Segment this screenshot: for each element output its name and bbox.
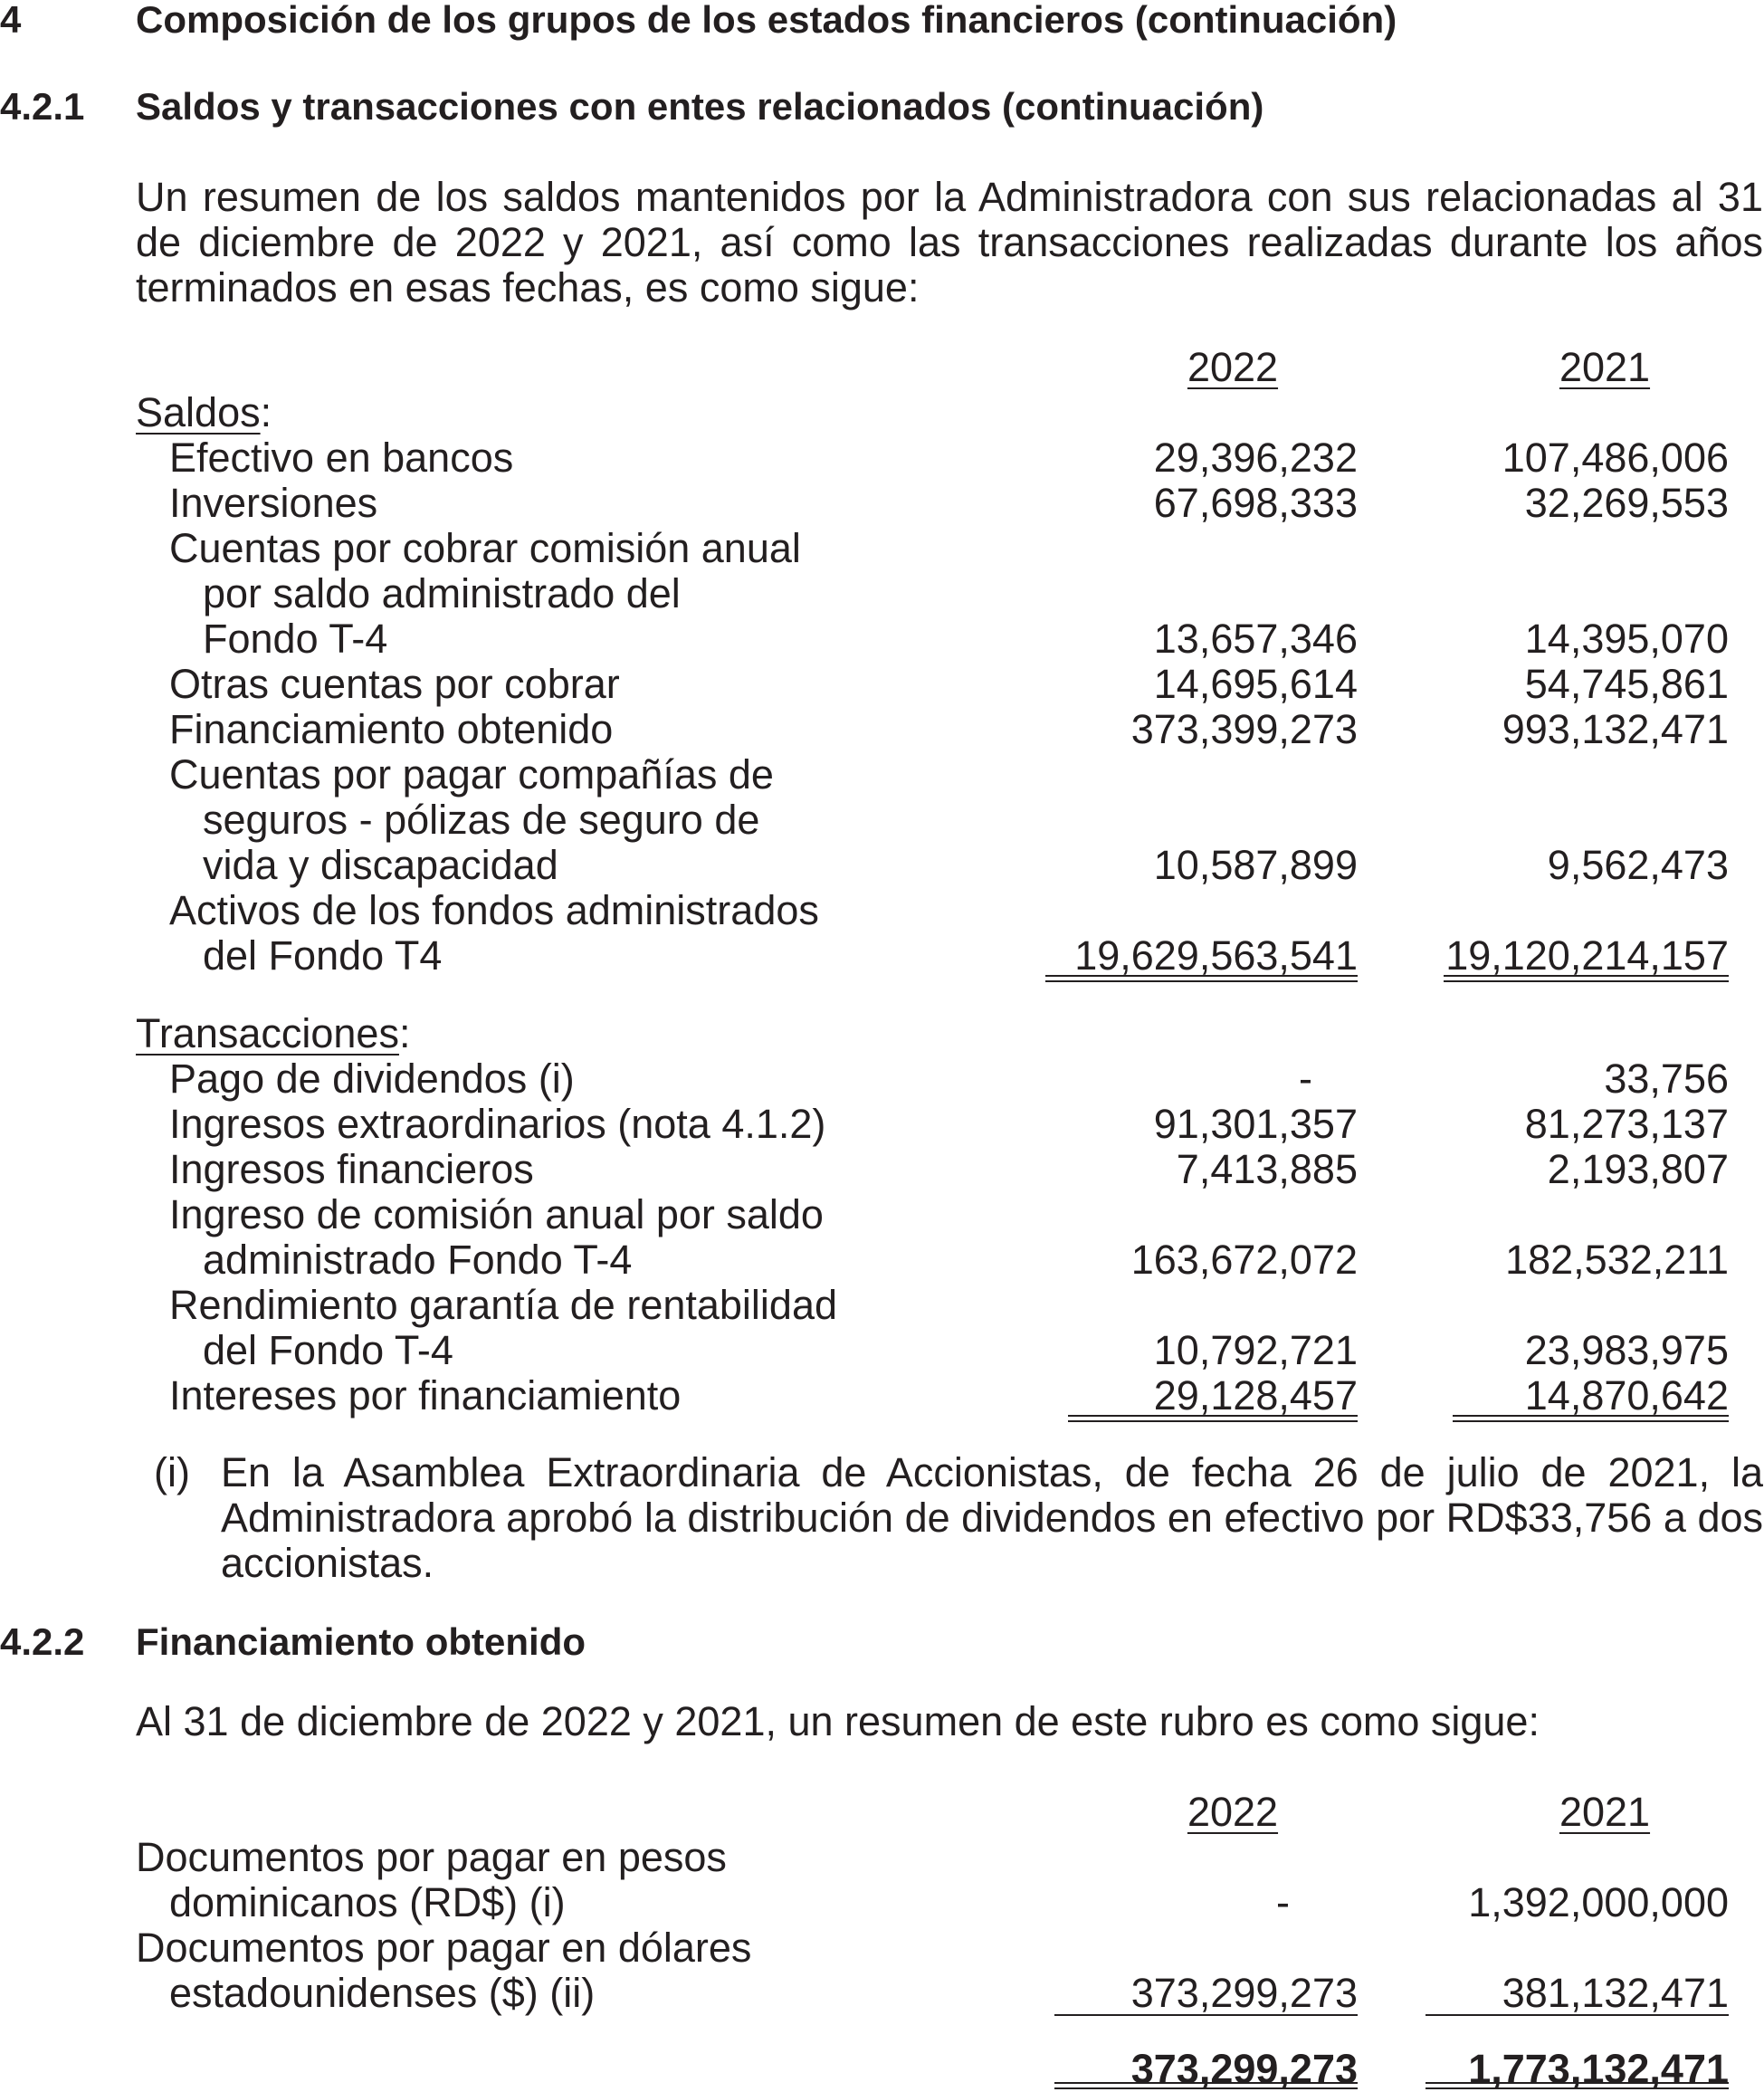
value-2021: 32,269,553 bbox=[1524, 480, 1729, 526]
subsection-title: Saldos y transacciones con entes relacionados (continuación) bbox=[136, 85, 1264, 128]
note-text-line: En la Asamblea Extraordinaria de Accionistas, de fecha 26 de julio de 2021, la bbox=[221, 1449, 1763, 1495]
row-label: Efectivo en bancos bbox=[169, 435, 514, 481]
row-label-continued: del Fondo T4 bbox=[203, 932, 443, 979]
value-2021: 182,532,211 bbox=[1505, 1237, 1729, 1283]
value-2022: 10,587,899 bbox=[1153, 842, 1358, 888]
value-2021: 19,120,214,157 bbox=[1445, 932, 1729, 979]
row-label: Ingresos extraordinarios (nota 4.1.2) bbox=[169, 1101, 826, 1147]
section-title: Composición de los grupos de los estados financieros (continuación) bbox=[136, 0, 1397, 41]
section-number: 4 bbox=[0, 0, 22, 41]
value-2021: 14,395,070 bbox=[1524, 616, 1729, 662]
row-label: Documentos por pagar en dólares bbox=[136, 1925, 752, 1971]
row-label-continued: administrado Fondo T-4 bbox=[203, 1237, 633, 1283]
value-2021: 993,132,471 bbox=[1502, 706, 1729, 752]
value-2022: 29,128,457 bbox=[1153, 1372, 1358, 1419]
value-2021: 81,273,137 bbox=[1524, 1101, 1729, 1147]
value-2022: 163,672,072 bbox=[1130, 1237, 1358, 1283]
value-2021: 1,392,000,000 bbox=[1468, 1879, 1729, 1925]
subsection-number: 4.2.2 bbox=[0, 1620, 85, 1663]
total-2021: 1,773,132,471 bbox=[1468, 2046, 1729, 2092]
double-rule-2021 bbox=[1444, 975, 1729, 982]
row-label: Intereses por financiamiento bbox=[169, 1372, 682, 1419]
value-2021: 14,870,642 bbox=[1524, 1372, 1729, 1419]
double-rule-2022 bbox=[1045, 975, 1358, 982]
row-label: Financiamiento obtenido bbox=[169, 706, 614, 752]
row-label: Cuentas por pagar compañías de bbox=[169, 751, 774, 798]
row-label-continued: por saldo administrado del bbox=[203, 570, 681, 616]
double-rule-2022 bbox=[1054, 2082, 1358, 2089]
value-2022: 19,629,563,541 bbox=[1074, 932, 1358, 979]
row-label: Rendimiento garantía de rentabilidad bbox=[169, 1282, 837, 1328]
row-label-continued: vida y discapacidad bbox=[203, 842, 558, 888]
value-2022: 91,301,357 bbox=[1153, 1101, 1358, 1147]
value-2022: 373,399,273 bbox=[1130, 706, 1358, 752]
saldos-heading: Saldos: bbox=[136, 389, 272, 435]
row-label-continued: dominicanos (RD$) (i) bbox=[169, 1879, 566, 1925]
row-label: Cuentas por cobrar comisión anual bbox=[169, 525, 801, 571]
double-rule-2021 bbox=[1453, 1415, 1729, 1422]
double-rule-2022 bbox=[1068, 1415, 1358, 1422]
subsection-title: Financiamiento obtenido bbox=[136, 1620, 586, 1663]
value-2021: 9,562,473 bbox=[1547, 842, 1729, 888]
value-2022: 14,695,614 bbox=[1153, 661, 1358, 707]
single-rule-2021 bbox=[1426, 2014, 1729, 2016]
value-2021: 33,756 bbox=[1604, 1056, 1729, 1102]
row-label: Documentos por pagar en pesos bbox=[136, 1834, 727, 1880]
note-text-line: accionistas. bbox=[221, 1540, 434, 1586]
row-label: Inversiones bbox=[169, 480, 378, 526]
note-text-line: Administradora aprobó la distribución de dividendos en efectivo por RD$33,756 a dos bbox=[221, 1495, 1763, 1541]
subsection-number: 4.2.1 bbox=[0, 85, 85, 128]
intro-paragraph: Al 31 de diciembre de 2022 y 2021, un resumen de este rubro es como sigue: bbox=[136, 1698, 1540, 1744]
row-label: Otras cuentas por cobrar bbox=[169, 661, 620, 707]
row-label: Ingreso de comisión anual por saldo bbox=[169, 1191, 824, 1237]
row-label-continued: estadounidenses ($) (ii) bbox=[169, 1970, 596, 2016]
total-2022: 373,299,273 bbox=[1130, 2046, 1358, 2092]
row-label-continued: seguros - pólizas de seguro de bbox=[203, 797, 760, 843]
row-label-continued: Fondo T-4 bbox=[203, 616, 388, 662]
double-rule-2021 bbox=[1426, 2082, 1729, 2089]
row-label: Pago de dividendos (i) bbox=[169, 1056, 575, 1102]
value-2021: 107,486,006 bbox=[1502, 435, 1729, 481]
row-label: Ingresos financieros bbox=[169, 1146, 534, 1192]
value-2021: 54,745,861 bbox=[1524, 661, 1729, 707]
value-2022: 10,792,721 bbox=[1153, 1327, 1358, 1373]
single-rule-2022 bbox=[1054, 2014, 1358, 2016]
intro-paragraph: Un resumen de los saldos mantenidos por la Administradora con sus relacionadas al 31 de diciembre de 2022 y 2021, así como las transacciones realizadas durante los años terminados en esas fechas, es como sigue: bbox=[136, 174, 1763, 310]
year-header-2021: 2021 bbox=[1559, 1789, 1651, 1835]
value-2021: 381,132,471 bbox=[1502, 1970, 1729, 2016]
note-marker: (i) bbox=[154, 1449, 190, 1495]
value-2021: 23,983,975 bbox=[1524, 1327, 1729, 1373]
value-2021: 2,193,807 bbox=[1547, 1146, 1729, 1192]
value-2022: 67,698,333 bbox=[1153, 480, 1358, 526]
value-2022: 13,657,346 bbox=[1153, 616, 1358, 662]
row-label-continued: del Fondo T-4 bbox=[203, 1327, 453, 1373]
year-header-2021: 2021 bbox=[1559, 344, 1651, 390]
value-2022: 373,299,273 bbox=[1130, 1970, 1358, 2016]
value-2022: 7,413,885 bbox=[1176, 1146, 1358, 1192]
transacciones-heading: Transacciones: bbox=[136, 1010, 411, 1056]
row-label: Activos de los fondos administrados bbox=[169, 887, 819, 933]
value-2022: 29,396,232 bbox=[1153, 435, 1358, 481]
year-header-2022: 2022 bbox=[1187, 1789, 1279, 1835]
value-2022: - bbox=[1299, 1056, 1312, 1102]
year-header-2022: 2022 bbox=[1187, 344, 1279, 390]
value-2022: - bbox=[1276, 1879, 1290, 1925]
